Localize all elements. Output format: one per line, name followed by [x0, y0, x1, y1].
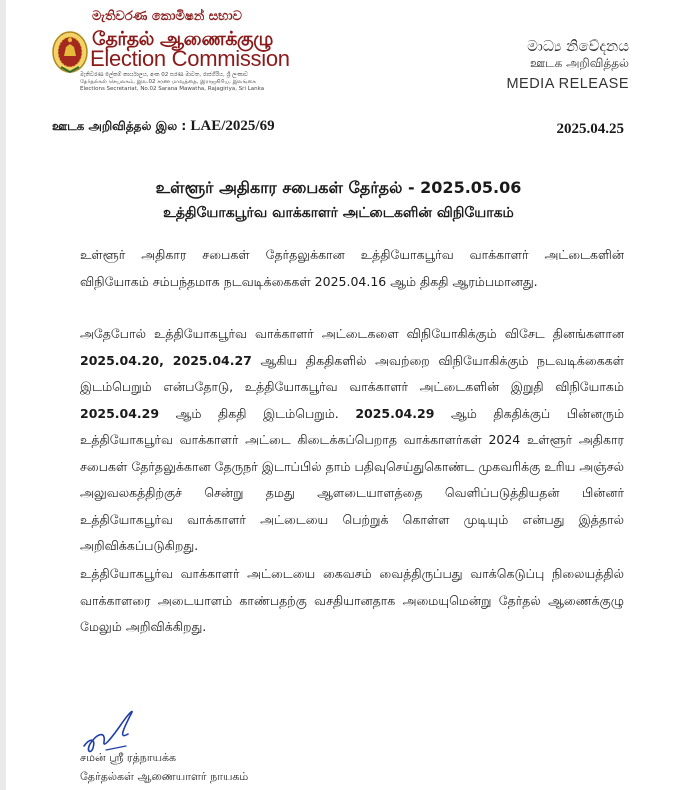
paragraph-1: உள்ளூர் அதிகார சபைகள் தேர்தலுக்கான உத்தியோகபூர்வ வாக்காளர் அட்டைகளின் விநியோகம் சம்பந்தமாக நடவடிக்கைகள் 2025.04.16 ஆம் திகதி ஆரம்பமானது. [80, 247, 624, 289]
special-dates: 2025.04.20, 2025.04.27 [80, 352, 252, 368]
page-edge [0, 0, 6, 790]
org-name-sinhala: මැතිවරණ කොමිෂන් සභාව [92, 9, 242, 24]
paragraph-2-text: ஆகிய திகதிகளில் அவற்றை விநியோகிக்கும் நடவடிக்கைகள் இடம்பெறும் என்பதோடு, உத்தியோகபூர்வ வாக்காளர் அட்டைகளின் இறுதி விநியோகம் [80, 352, 624, 394]
sri-lanka-emblem-icon [50, 28, 90, 76]
org-name-tamil: தேர்தல் ஆணைக்குழு [92, 28, 273, 50]
signatory-title: தேர்தல்கள் ஆணையாளர் நாயகம் [80, 770, 249, 783]
paragraph-2 [80, 321, 624, 560]
reference-label: ஊடக அறிவித்தல் இல : [52, 119, 191, 133]
media-release-sinhala: මාධ්‍ය නිවේදනය [527, 37, 629, 55]
media-release-tamil: ஊடக அறிவித்தல் [529, 56, 629, 70]
release-date: 2025.04.25 [556, 121, 624, 137]
paragraph-2-text: அதேபோல் உத்தியோகபூர்வ வாக்காளர் அட்டைகளை விநியோகிக்கும் விசேட தினங்களான [80, 326, 624, 341]
document-subtitle: உத்தியோகபூர்வ வாக்காளர் அட்டைகளின் விநியோகம் [163, 205, 514, 221]
address-line-sinhala: මැතිවරණ ලේකම් කාර්යාලය, අංක 02 සරණ මාවත, රාජගිරිය, ශ්‍රී ලංකාව [80, 72, 248, 78]
address-line-english: Elections Secretariat, No.02 Sarana Mawatha, Rajagiriya, Sri Lanka [80, 86, 265, 92]
org-name-english: Election Commission [90, 46, 290, 71]
org-address [80, 72, 264, 93]
signatory-name: சமன் ஸ்ரீ ரத்நாயக்க [80, 751, 177, 764]
media-release-english: MEDIA RELEASE [506, 76, 629, 92]
paragraph-2-text: ஆம் திகதி இடம்பெறும். [159, 405, 356, 421]
paragraph-2-text: ஆம் திகதிக்குப் பின்னரும் உத்தியோகபூர்வ வாக்காளர் அட்டை கிடைக்கப்பெறாத வாக்காளர்கள் 2024 உள்ளூர் அதிகார சபைகள் தேர்தலுக்கான தேருநர் இடாப்பில் தாம் பதிவுசெய்துகொண்ட முகவரிக்கு உரிய அஞ்சல் அலுவலகத்திற்குச் சென்று தமது ஆளடையாளத்தை வெளிப்படுத்தியதன் பின்னர் உத்தியோகபூர்வ வாக்காளர் அட்டையை பெற்றுக் கொள்ள முடியும் என்பது இத்தால் அறிவிக்கப்படுகிறது. [80, 405, 625, 553]
final-distribution-date: 2025.04.29 [80, 405, 160, 421]
reference-line [52, 118, 275, 135]
document-title: உள்ளூர் அதிகார சபைகள் தேர்தல் - 2025.05.06 [155, 178, 522, 197]
final-distribution-date: 2025.04.29 [355, 405, 435, 421]
paragraph-3: உத்தியோகபூர்வ வாக்காளர் அட்டையை கைவசம் வைத்திருப்பது வாக்கெடுப்பு நிலையத்தில் வாக்காளரை அடையாளம் காண்பதற்கு வசதியானதாக அமையுமென்று தேர்தல் ஆணைக்குழு மேலும் அறிவிக்கிறது. [80, 566, 624, 634]
reference-number: LAE/2025/69 [190, 118, 275, 134]
address-line-tamil: தேர்தல்கள் செயலகம், இல.02 சரண மாவத்தை, இராஜகிரிய, இலங்கை [80, 79, 257, 85]
